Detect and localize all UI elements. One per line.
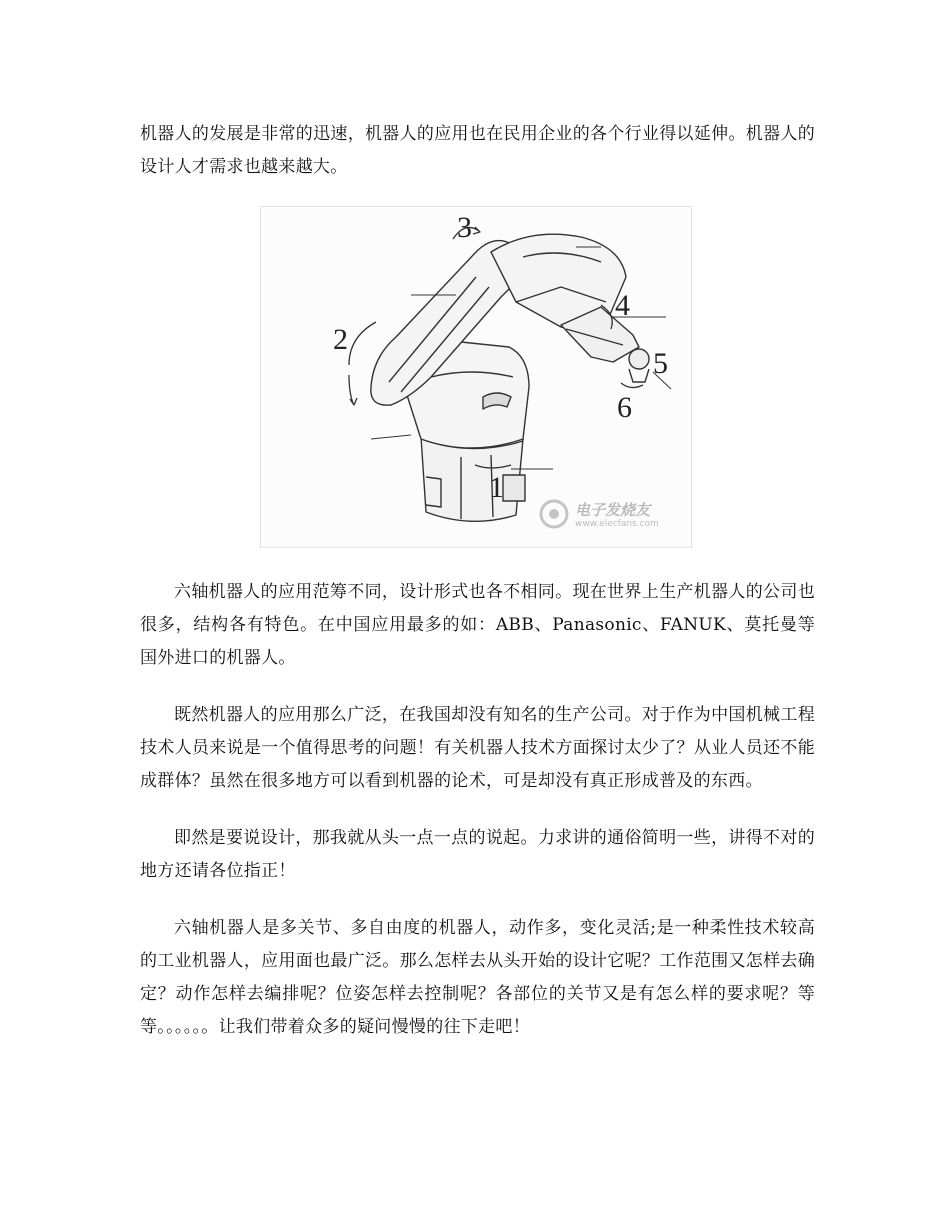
watermark-logo <box>537 497 687 537</box>
paragraph-applications: 六轴机器人的应用范筹不同，设计形式也各不相同。现在世界上生产机器人的公司也很多，结构各有特色。在中国应用最多的如：ABB、Panasonic、FANUK、莫托曼等国外进口的机器人。 <box>140 582 815 668</box>
axis-label-6: 6 <box>617 391 632 424</box>
axis-label-1: 1 <box>489 471 504 504</box>
paragraph-intro: 机器人的发展是非常的迅速，机器人的应用也在民用企业的各个行业得以延伸。机器人的设计人才需求也越来越大。 <box>140 124 815 177</box>
paragraph-design-intro: 即然是要说设计，那我就从头一点一点的说起。力求讲的通俗简明一些，讲得不对的地方还请各位指正！ <box>140 828 815 881</box>
axis-label-3: 3 <box>457 211 472 244</box>
document-page <box>140 118 815 1044</box>
watermark-icon <box>537 497 571 531</box>
watermark-text: 电子发烧友 <box>575 501 651 519</box>
axis-label-5: 5 <box>653 347 668 380</box>
axis-label-2: 2 <box>333 323 348 356</box>
paragraph-six-axis: 六轴机器人是多关节、多自由度的机器人，动作多，变化灵活;是一种柔性技术较高的工业机器人，应用面也最广泛。那么怎样去从头开始的设计它呢？工作范围又怎样去确定？动作怎样去编排呢？位姿怎样去控制呢？各部位的关节又是有怎么样的要求呢？等等。。。。。。让我们带着众多的疑问慢慢的往下走吧！ <box>140 918 815 1037</box>
robot-arm-figure <box>260 206 692 548</box>
axis-label-4: 4 <box>615 289 630 322</box>
watermark-url: www.elecfans.com <box>575 519 659 529</box>
paragraph-domestic: 既然机器人的应用那么广泛，在我国却没有知名的生产公司。对于作为中国机械工程技术人员来说是一个值得思考的问题！有关机器人技术方面探讨太少了？从业人员还不能成群体？虽然在很多地方可以看到机器的论术，可是却没有真正形成普及的东西。 <box>140 705 815 791</box>
robot-arm-drawing <box>261 207 691 547</box>
